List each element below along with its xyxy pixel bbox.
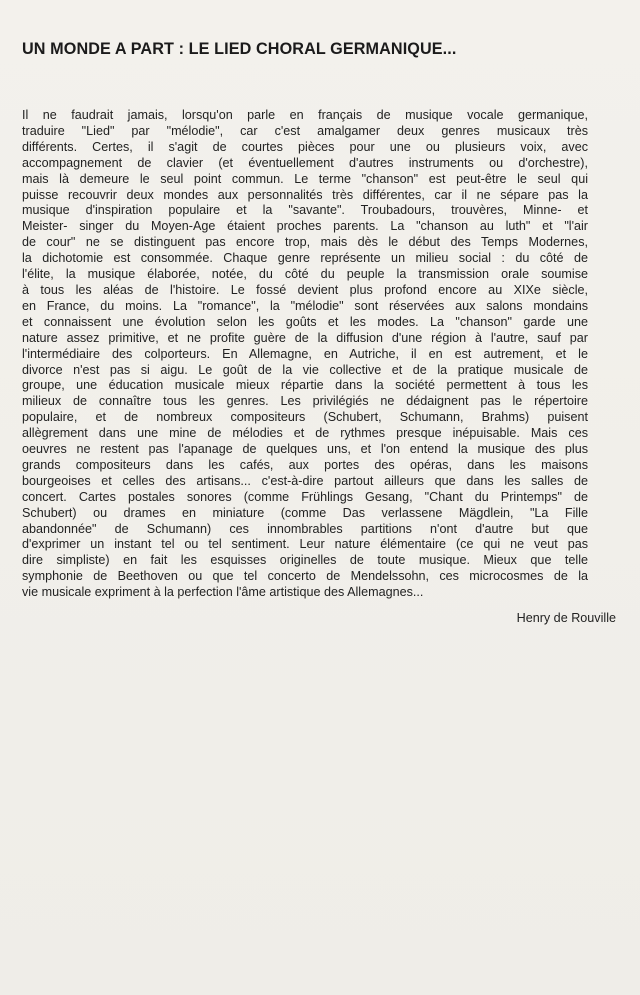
article-body	[22, 108, 588, 601]
author-signature: Henry de Rouville	[516, 611, 616, 625]
text-line: Meister- singer du Moyen-Age étaient proches parents. La "chanson au luth" et "l'air	[22, 219, 588, 234]
text-line: abandonnée" de Schumann) ces innombrables partitions n'ont d'autre but que	[22, 521, 588, 536]
text-line: en France, du moins. La "romance", la "mélodie" sont réservées aux salons mondains	[22, 298, 588, 313]
text-line: musique d'inspiration populaire et la "savante". Troubadours, trouvères, Minne- et	[22, 203, 588, 218]
text-line: mais là demeure le seul point commun. Le terme "chanson" est peut-être le seul qui	[22, 171, 588, 186]
page-title: UN MONDE A PART : LE LIED CHORAL GERMANIQUE...	[22, 40, 457, 58]
text-line: divorce n'est pas si aigu. Le goût de la vie collective et de la pratique musicale de	[22, 362, 588, 377]
text-line: vie musicale expriment à la perfection l'âme artistique des Allemagnes...	[22, 585, 424, 600]
text-line: concert. Cartes postales sonores (comme Frühlings Gesang, "Chant du Printemps" de	[22, 489, 588, 504]
text-line: différents. Certes, il s'agit de courtes pièces pour une ou plusieurs voix, avec	[22, 139, 588, 154]
text-line: nature assez primitive, et ne profite guère de la diffusion d'une région à l'autre, sauf par	[22, 330, 588, 345]
text-line: la dichotomie est consommée. Chaque genre représente un milieu social : du côté de	[22, 251, 588, 266]
text-line: grands compositeurs dans les cafés, aux portes des opéras, dans les maisons	[22, 457, 588, 472]
text-line: dire simpliste) en fait les esquisses originelles de toute musique. Mieux que telle	[22, 553, 588, 568]
text-line: et connaissent une évolution selon les goûts et les modes. La "chanson" garde une	[22, 314, 588, 329]
text-line: puisse recouvrir deux mondes aux personnalités très différentes, car il ne sépare pas la	[22, 187, 588, 202]
text-line: bourgeoises et celles des artisans... c'est-à-dire partout ailleurs que dans les salles de	[22, 473, 588, 488]
text-line: milieux de connaître tous les genres. Les privilégiés ne dédaignent pas le répertoire	[22, 394, 588, 409]
text-line: de cour" ne se distinguent pas encore trop, mais dès le début des Temps Modernes,	[22, 235, 588, 250]
text-line: l'intermédiaire des colporteurs. En Allemagne, en Autriche, il en est autrement, et le	[22, 346, 588, 361]
text-line: Il ne faudrait jamais, lorsqu'on parle en français de musique vocale germanique,	[22, 108, 588, 122]
text-line: oeuvres ne restent pas l'apanage de quelques uns, et l'on entend la musique des plus	[22, 442, 588, 457]
text-line: accompagnement de clavier (et éventuellement d'autres instruments ou d'orchestre),	[22, 155, 588, 170]
text-line: d'exprimer un instant tel ou tel sentiment. Leur nature élémentaire (ce qui ne veut pas	[22, 537, 588, 552]
text-line: symphonie de Beethoven ou que tel concerto de Mendelssohn, ces microcosmes de la	[22, 569, 588, 584]
text-line: traduire "Lied" par "mélodie", car c'est amalgamer deux genres musicaux très	[22, 123, 588, 138]
text-line: l'élite, la musique élaborée, notée, du côté du peuple la transmission orale soumise	[22, 267, 588, 282]
text-line: groupe, une éducation musicale mieux répartie dans la société permettent à tous les	[22, 378, 588, 393]
text-line: allègrement dans une mine de mélodies et de rythmes presque inépuisable. Mais ces	[22, 426, 588, 441]
text-line: à tous les aléas de l'histoire. Le fossé devient plus profond encore au XIXe siècle,	[22, 282, 588, 297]
text-line: populaire, et de nombreux compositeurs (Schubert, Schumann, Brahms) puisent	[22, 410, 588, 425]
text-line: Schubert) ou drames en miniature (comme Das verlassene Mägdlein, "La Fille	[22, 505, 588, 520]
